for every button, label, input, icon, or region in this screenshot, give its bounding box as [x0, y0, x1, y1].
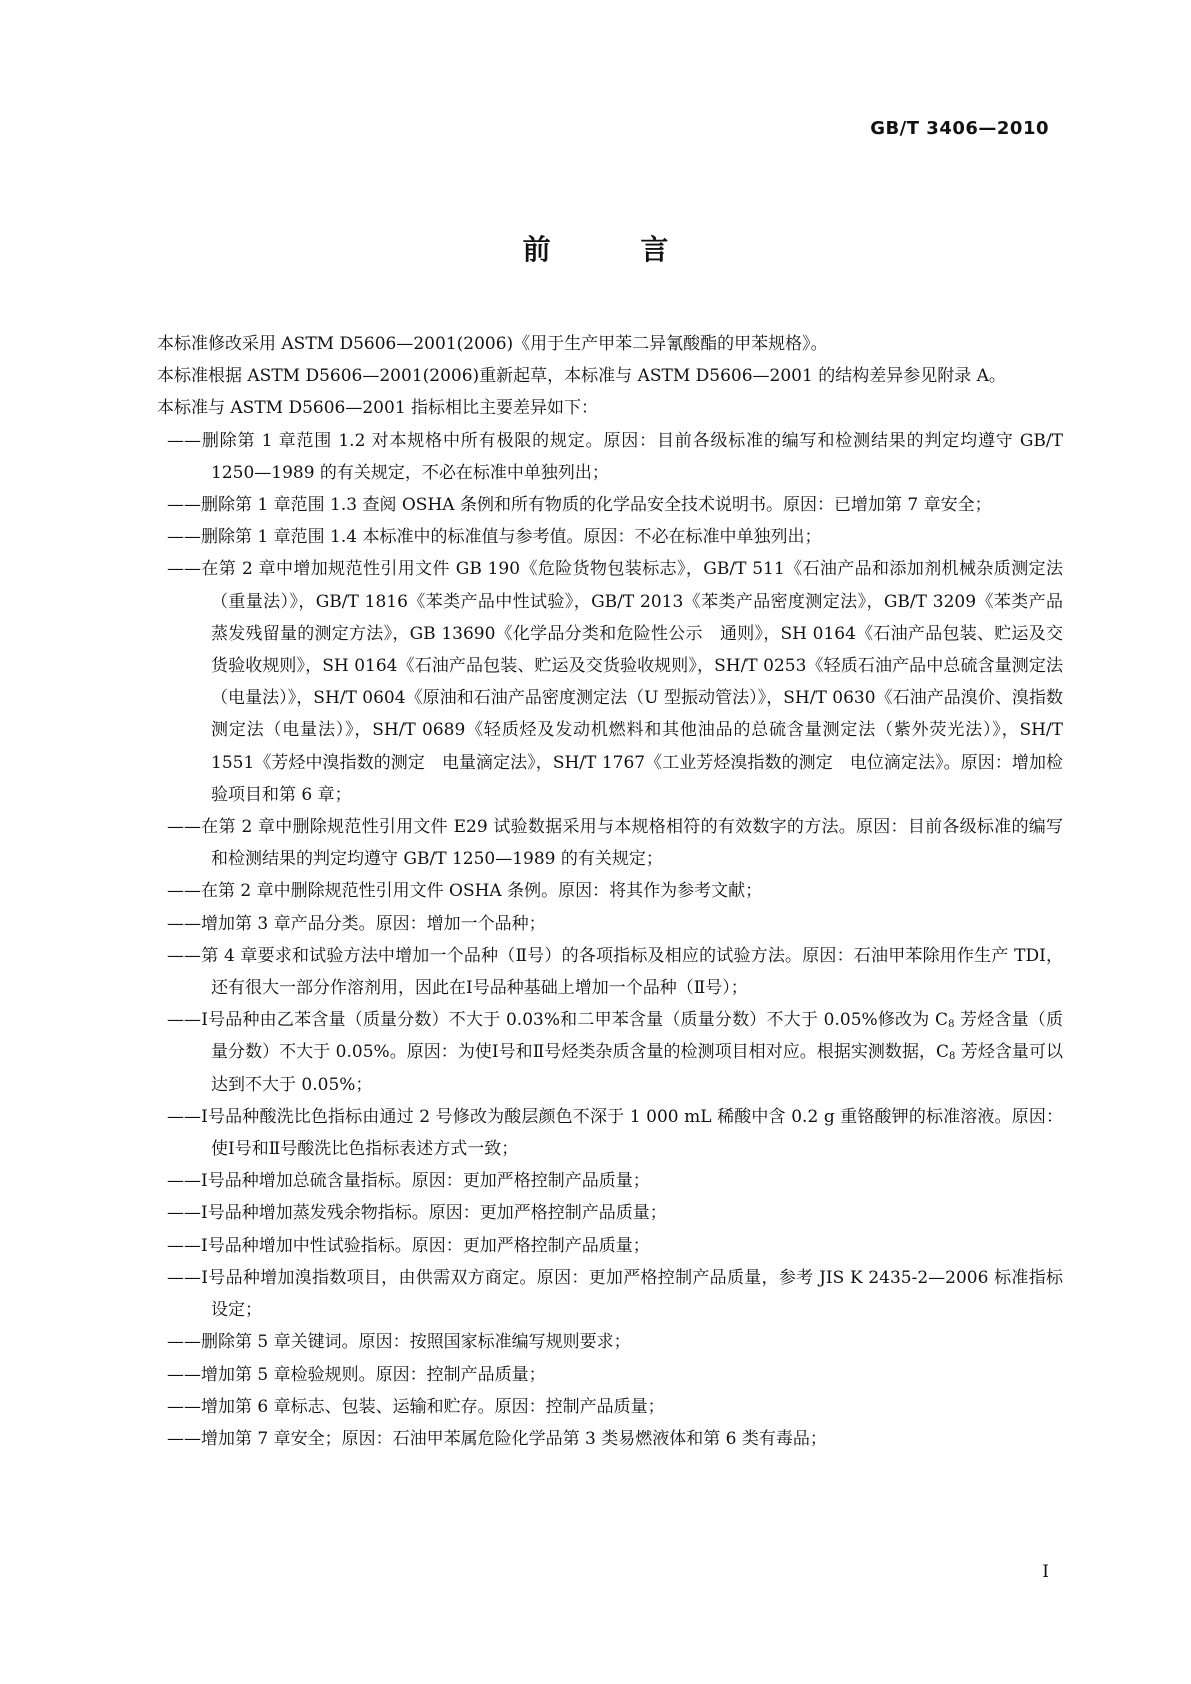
list-dash: —— [167, 1171, 201, 1192]
list-item-text: Ⅰ号品种酸洗比色指标由通过 2 号修改为酸层颜色不深于 1 000 mL 稀酸中含 0.2 g 重铬酸钾的标准溶液。原因：使Ⅰ号和Ⅱ号酸洗比色指标表述方式一致； [201, 1106, 1063, 1160]
list-dash: —— [167, 945, 201, 966]
list-item [123, 1004, 1063, 1101]
list-dash: —— [167, 1267, 201, 1288]
list-item [123, 521, 1063, 553]
list-item [123, 1197, 1063, 1229]
list-item-text: 在第 2 章中删除规范性引用文件 E29 试验数据采用与本规格相符的有效数字的方法。原因：目前各级标准的编写和检测结果的判定均遵守 GB/T 1250—1989 的有关规定； [201, 817, 1063, 870]
list-item-text: 在第 2 章中增加规范性引用文件 GB 190《危险货物包装标志》，GB/T 511《石油产品和添加剂机械杂质测定法（重量法）》，GB/T 1816《苯类产品中性试验》，GB/T 2013《苯类产品密度测定法》，GB/T 3209《苯类产品蒸发残留量的测定方法》，GB 13690《化学品分类和危险性公示 通则》，SH 0164《石油产品包装、贮运及交货验收规则》，SH 0164《石油产品包装、贮运及交货验收规则》，SH/T 0253《轻质石油产品中总硫含量测定法（电量法）》，SH/T 0604《原油和石油产品密度测定法（U 型振动管法）》，SH/T 0630《石油产品溴价、溴指数测定法（电量法）》，SH/T 0689《轻质烃及发动机燃料和其他油品的总硫含量测定法（紫外荧光法）》，SH/T 1551《芳烃中溴指数的测定 电量滴定法》，SH/T 1767《工业芳烃溴指数的测定 电位滴定法》。原因：增加检验项目和第 6 章； [201, 559, 1063, 805]
list-item-text: Ⅰ号品种增加中性试验指标。原因：更加严格控制产品质量； [201, 1235, 650, 1256]
list-item-text: 增加第 5 章检验规则。原因：控制产品质量； [201, 1364, 546, 1385]
list-item-text: 增加第 7 章安全；原因：石油甲苯属危险化学品第 3 类易燃液体和第 6 类有毒品； [201, 1428, 827, 1449]
list-item [123, 875, 1063, 907]
list-dash: —— [167, 1235, 201, 1256]
list-item-text: Ⅰ号品种增加总硫含量指标。原因：更加严格控制产品质量； [201, 1171, 650, 1192]
page-number: Ⅰ [1042, 1562, 1049, 1582]
list-item [123, 908, 1063, 940]
list-dash: —— [167, 1203, 201, 1224]
list-dash: —— [167, 1010, 201, 1031]
list-item [123, 489, 1063, 521]
list-dash: —— [167, 1396, 201, 1417]
list-item [123, 425, 1063, 489]
page-title: 前 言 [522, 233, 709, 266]
list-item-text: 删除第 5 章关键词。原因：按照国家标准编写规则要求； [201, 1332, 631, 1353]
list-dash: —— [167, 1364, 201, 1385]
paragraph: 本标准与 ASTM D5606—2001 指标相比主要差异如下： [157, 398, 599, 419]
list-item-text: 第 4 章要求和试验方法中增加一个品种（Ⅱ号）的各项指标及相应的试验方法。原因：石油甲苯除用作生产 TDI，还有很大一部分作溶剂用，因此在Ⅰ号品种基础上增加一个品种（Ⅱ号）； [201, 945, 1063, 999]
list-item-text: 删除第 1 章范围 1.4 本标准中的标准值与参考值。原因：不必在标准中单独列出； [201, 527, 822, 548]
list-dash: —— [167, 527, 201, 548]
list-item [123, 1359, 1063, 1391]
list-item [123, 811, 1063, 875]
list-item [123, 1165, 1063, 1197]
list-item-text: 增加第 6 章标志、包装、运输和贮存。原因：控制产品质量； [201, 1396, 665, 1417]
list-dash: —— [167, 1106, 201, 1127]
list-item-text: Ⅰ号品种增加溴指数项目，由供需双方商定。原因：更加严格控制产品质量，参考 JIS K 2435-2—2006 标准指标设定； [201, 1267, 1063, 1321]
list-item [123, 553, 1063, 811]
list-item [123, 940, 1063, 1004]
list-item [123, 1230, 1063, 1262]
foreword-body [123, 328, 1063, 1455]
list-item-text: 删除第 1 章范围 1.2 对本规格中所有极限的规定。原因：目前各级标准的编写和检测结果的判定均遵守 GB/T 1250—1989 的有关规定，不必在标准中单独列出； [201, 430, 1063, 483]
list-item-text: Ⅰ号品种增加蒸发残余物指标。原因：更加严格控制产品质量； [201, 1203, 667, 1224]
difference-list [123, 425, 1063, 1456]
list-item-text: Ⅰ号品种由乙苯含量（质量分数）不大于 0.03%和二甲苯含量（质量分数）不大于 0.05%修改为 $C_8$ 芳烃含量（质量分数）不大于 0.05%。原因：为使Ⅰ号和Ⅱ号烃类杂质含量的检测项目相对应。根据实测数据，$C_8$ 芳烃含量可以达到不大于 0.05%； [201, 1010, 1064, 1095]
list-dash: —— [167, 881, 201, 902]
list-item-text: 删除第 1 章范围 1.3 查阅 OSHA 条例和所有物质的化学品安全技术说明书。原因：已增加第 7 章安全； [201, 495, 992, 516]
paragraph: 本标准根据 ASTM D5606—2001(2006)重新起草，本标准与 ASTM D5606—2001 的结构差异参见附录 A。 [157, 366, 1006, 387]
list-item [123, 1423, 1063, 1455]
list-item-text: 在第 2 章中删除规范性引用文件 OSHA 条例。原因：将其作为参考文献； [201, 881, 763, 902]
list-dash: —— [167, 1332, 201, 1353]
list-dash: —— [167, 913, 201, 934]
standard-number: GB/T 3406—2010 [870, 118, 1049, 139]
list-dash: —— [167, 430, 201, 451]
list-dash: —— [167, 559, 201, 580]
list-dash: —— [167, 1428, 201, 1449]
list-dash: —— [167, 817, 201, 838]
list-item [123, 1391, 1063, 1423]
list-item [123, 1326, 1063, 1358]
paragraph: 本标准修改采用 ASTM D5606—2001(2006)《用于生产甲苯二异氰酸酯的甲苯规格》。 [157, 334, 828, 354]
list-item-text: 增加第 3 章产品分类。原因：增加一个品种； [201, 913, 546, 934]
list-dash: —— [167, 495, 201, 516]
list-item [123, 1262, 1063, 1326]
list-item [123, 1101, 1063, 1165]
